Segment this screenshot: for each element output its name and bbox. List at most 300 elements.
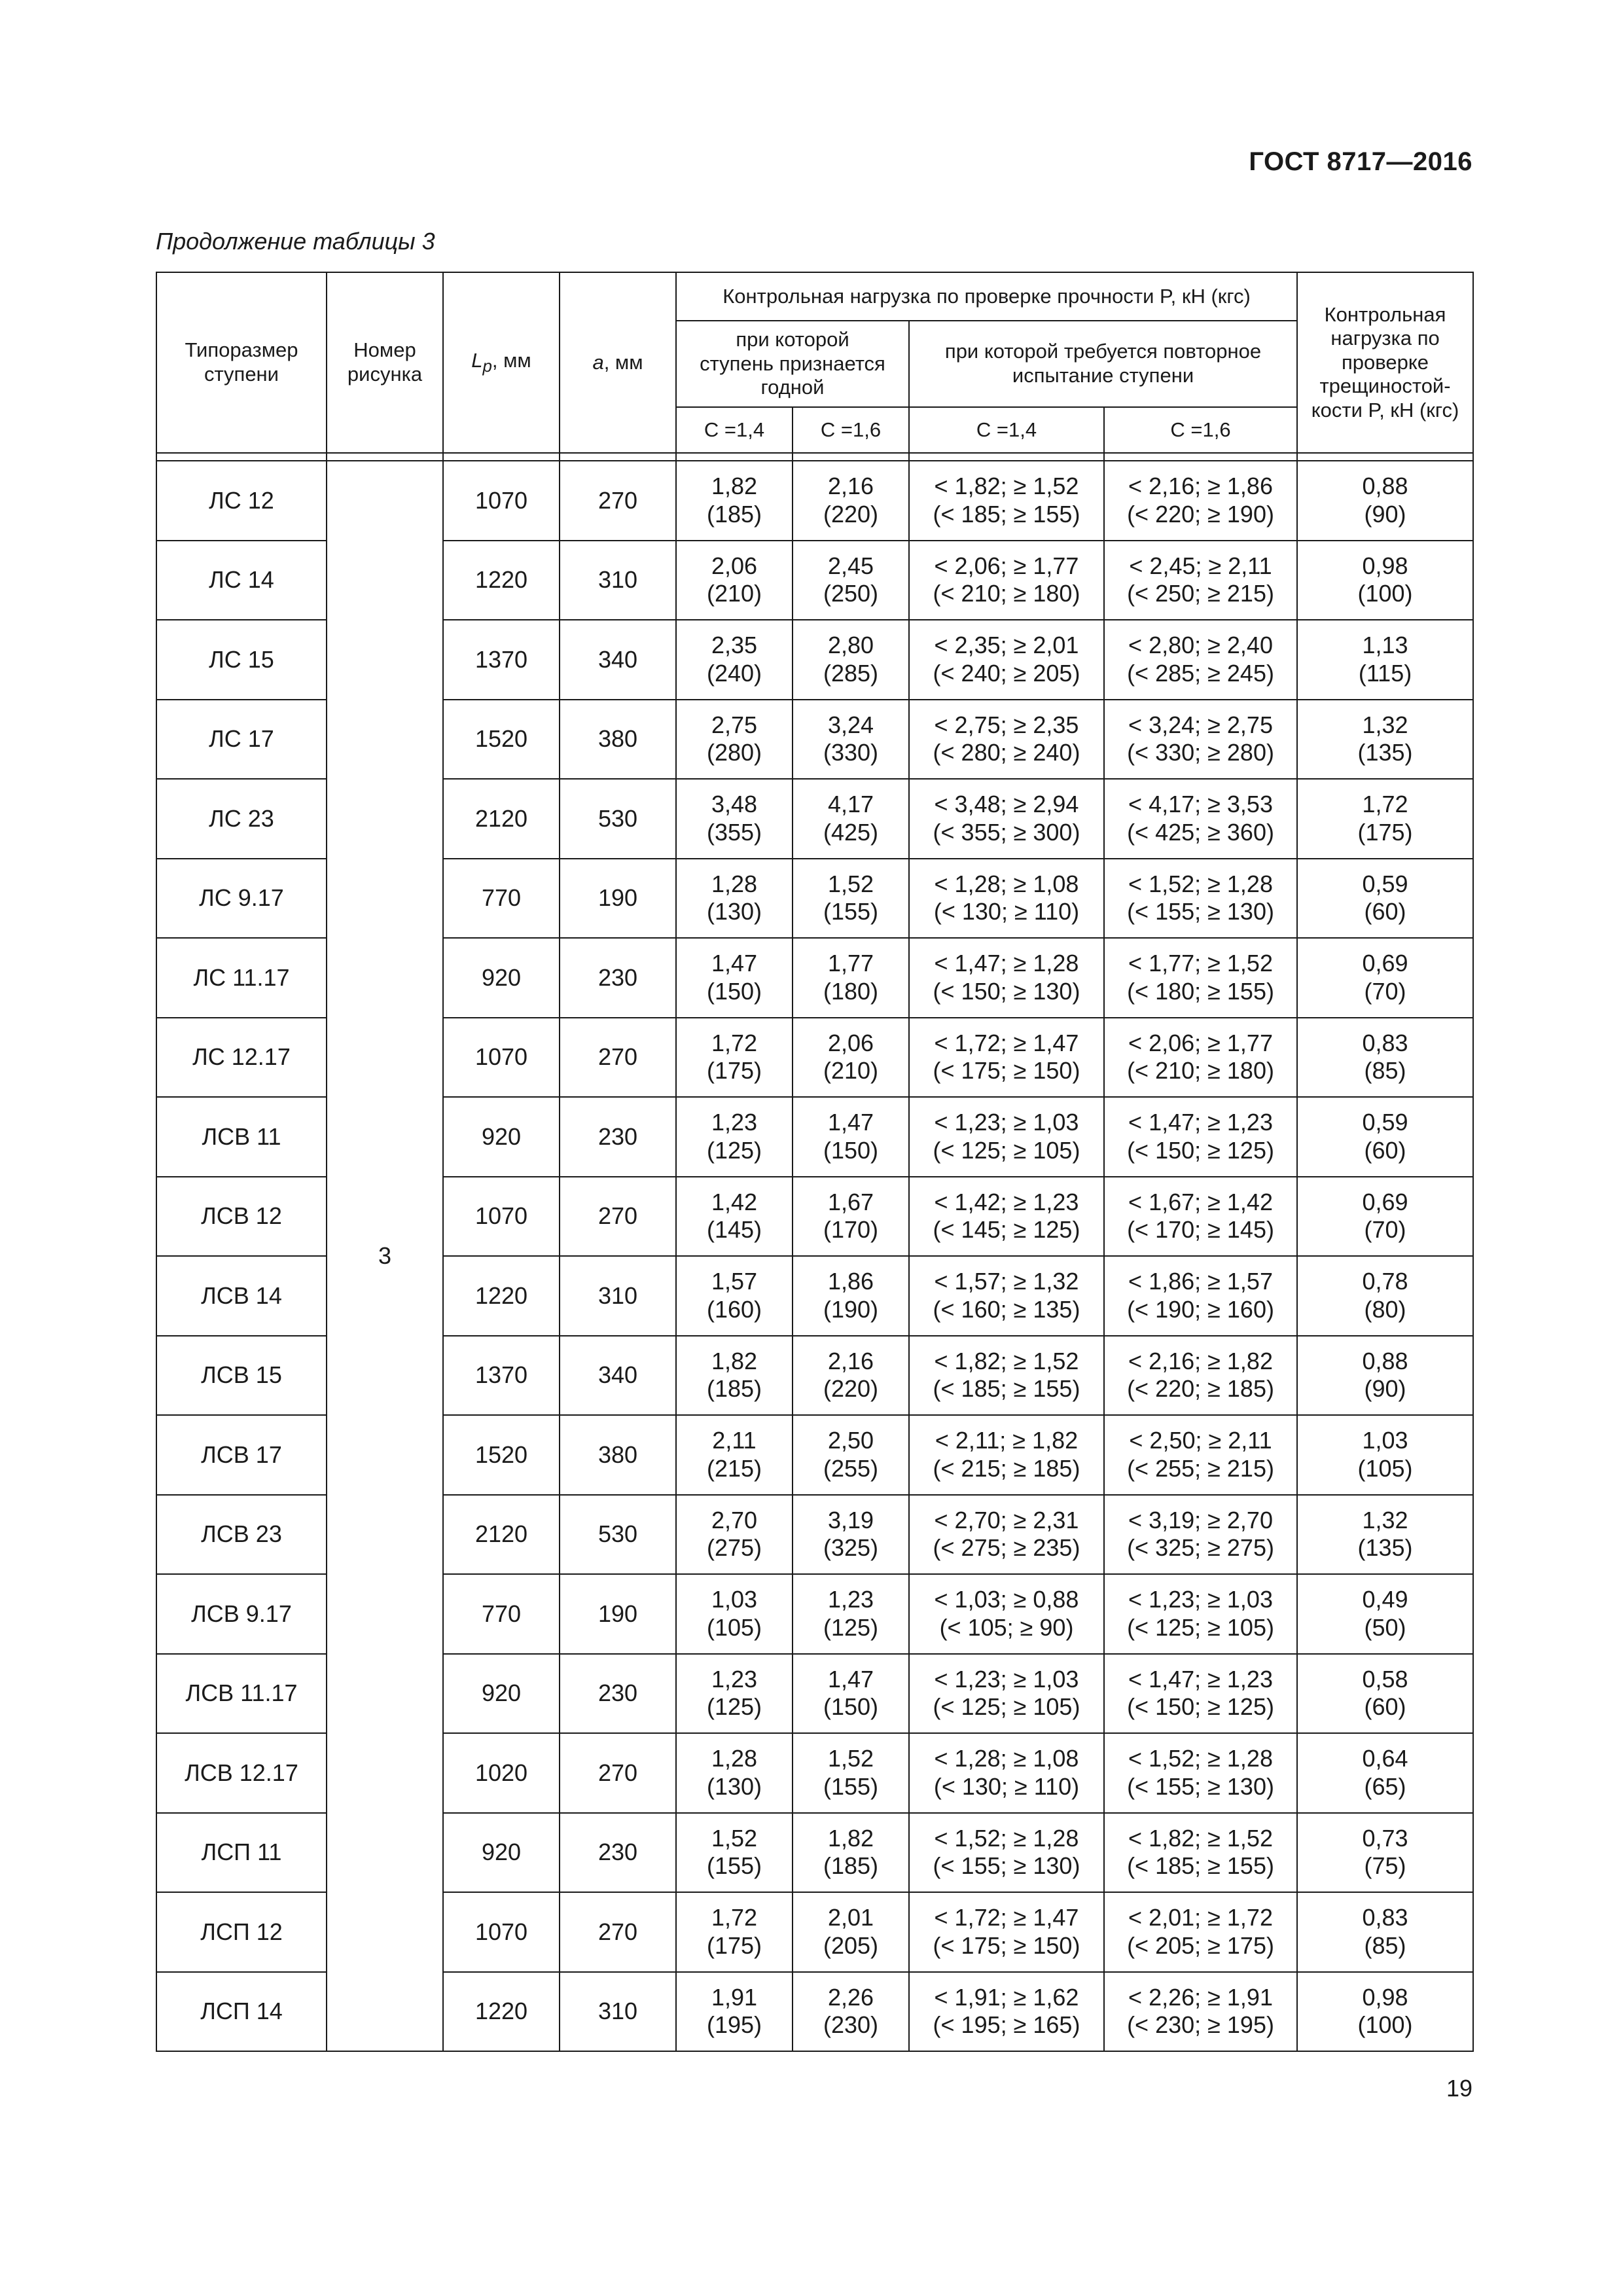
good-c14-cell (676, 1415, 793, 1495)
kgf-value: (< 180; ≥ 155) (1127, 977, 1274, 1005)
kn-value: 0,59 (1362, 1109, 1408, 1136)
retest-c16-cell (1104, 1892, 1297, 1972)
kn-value: 1,42 (711, 1188, 758, 1215)
kn-value: < 1,52; ≥ 1,28 (934, 1824, 1079, 1852)
kn-value: 0,59 (1362, 870, 1408, 897)
good-c14-cell (676, 779, 793, 859)
lp-cell: 1220 (443, 1972, 560, 2052)
kn-value: 0,98 (1362, 1983, 1408, 2011)
kn-value: 1,72 (711, 1029, 758, 1056)
kgf-value: (< 185; ≥ 155) (933, 500, 1080, 528)
kgf-value: (250) (823, 580, 879, 607)
retest-c14-cell (909, 779, 1104, 859)
header-a (560, 272, 676, 453)
size-cell: ЛСВ 12.17 (156, 1733, 327, 1813)
kgf-value: (< 275; ≥ 235) (933, 1534, 1080, 1562)
kn-value: < 1,91; ≥ 1,62 (934, 1983, 1079, 2011)
lp-cell: 2120 (443, 779, 560, 859)
lp-cell: 1370 (443, 1336, 560, 1416)
kgf-value: (65) (1364, 1772, 1406, 1800)
kgf-value: (125) (706, 1693, 762, 1721)
kn-value: 1,28 (711, 1745, 758, 1772)
kn-value: 2,16 (827, 1347, 874, 1374)
kn-value: 2,50 (827, 1427, 874, 1454)
kgf-value: (< 130; ≥ 110) (933, 1772, 1080, 1800)
kgf-value: (125) (823, 1613, 879, 1641)
crack-cell (1297, 1972, 1473, 2052)
kn-value: < 2,16; ≥ 1,82 (1128, 1347, 1273, 1374)
a-cell: 230 (560, 1097, 676, 1177)
kgf-value: (280) (706, 739, 762, 766)
good-c16-cell (793, 1336, 909, 1416)
kgf-value: (< 220; ≥ 185) (1127, 1375, 1274, 1403)
a-cell: 270 (560, 461, 676, 541)
good-c16-cell (793, 779, 909, 859)
good-c16-cell (793, 859, 909, 939)
retest-c16-cell (1104, 1654, 1297, 1734)
kgf-value: (325) (823, 1534, 879, 1562)
header-good-c16: C =1,6 (793, 407, 909, 453)
table-caption: Продолжение таблицы 3 (156, 228, 435, 255)
header-retest-c16: C =1,6 (1104, 407, 1297, 453)
kgf-value: (< 250; ≥ 215) (1127, 580, 1274, 607)
kn-value: 1,23 (827, 1586, 874, 1613)
retest-c14-cell (909, 1813, 1104, 1893)
kgf-value: (185) (706, 1375, 762, 1403)
kgf-value: (355) (706, 818, 762, 846)
header-retest-c14: C =1,4 (909, 407, 1104, 453)
good-c16-cell (793, 1177, 909, 1257)
size-cell: ЛСВ 17 (156, 1415, 327, 1495)
kn-value: 0,58 (1362, 1665, 1408, 1693)
good-c16-cell (793, 1813, 909, 1893)
kgf-value: (70) (1364, 1216, 1406, 1244)
retest-c16-cell (1104, 461, 1297, 541)
kn-value: < 1,23; ≥ 1,03 (1128, 1586, 1273, 1613)
lp-symbol: L (471, 348, 483, 372)
kn-value: < 1,72; ≥ 1,47 (934, 1029, 1079, 1056)
kn-value: 1,47 (827, 1665, 874, 1693)
kn-value: 1,47 (827, 1109, 874, 1136)
kgf-value: (115) (1358, 659, 1412, 687)
kn-value: 1,23 (711, 1109, 758, 1136)
kn-value: 1,23 (711, 1665, 758, 1693)
kgf-value: (< 155; ≥ 130) (1127, 898, 1274, 925)
good-c14-cell (676, 1892, 793, 1972)
kgf-value: (< 150; ≥ 125) (1127, 1136, 1274, 1164)
kgf-value: (230) (823, 2011, 879, 2039)
kn-value: < 1,57; ≥ 1,32 (934, 1268, 1079, 1295)
good-c14-cell (676, 1177, 793, 1257)
a-cell: 230 (560, 938, 676, 1018)
kn-value: < 1,82; ≥ 1,52 (934, 1347, 1079, 1374)
lp-cell: 1070 (443, 1018, 560, 1098)
size-cell: ЛС 14 (156, 541, 327, 620)
crack-cell (1297, 859, 1473, 939)
retest-c14-cell (909, 938, 1104, 1018)
kn-value: < 2,26; ≥ 1,91 (1128, 1983, 1273, 2011)
crack-cell (1297, 1733, 1473, 1813)
retest-c16-cell (1104, 779, 1297, 859)
load-table (156, 272, 1474, 2052)
good-c14-cell (676, 1733, 793, 1813)
kgf-value: (< 215; ≥ 185) (933, 1454, 1080, 1482)
kgf-value: (210) (706, 580, 762, 607)
kn-value: 0,64 (1362, 1745, 1408, 1772)
crack-cell (1297, 1256, 1473, 1336)
kgf-value: (75) (1364, 1852, 1406, 1880)
kgf-value: (< 155; ≥ 130) (1127, 1772, 1274, 1800)
retest-c16-cell (1104, 1177, 1297, 1257)
kgf-value: (240) (706, 659, 762, 687)
size-cell: ЛС 9.17 (156, 859, 327, 939)
kn-value: < 2,50; ≥ 2,11 (1129, 1427, 1272, 1454)
retest-c14-cell (909, 461, 1104, 541)
kgf-value: (< 145; ≥ 125) (933, 1216, 1080, 1244)
crack-cell (1297, 938, 1473, 1018)
retest-c14-cell (909, 1336, 1104, 1416)
kgf-value: (< 175; ≥ 150) (933, 1057, 1080, 1085)
retest-c16-cell (1104, 700, 1297, 780)
retest-c14-cell (909, 1018, 1104, 1098)
retest-c14-cell (909, 1892, 1104, 1972)
kgf-value: (255) (823, 1454, 879, 1482)
kn-value: < 2,01; ≥ 1,72 (1128, 1904, 1273, 1931)
figure-cell: 3 (327, 461, 443, 2051)
retest-c16-cell (1104, 620, 1297, 700)
kn-value: < 1,77; ≥ 1,52 (1128, 950, 1273, 977)
kn-value: < 2,11; ≥ 1,82 (935, 1427, 1079, 1454)
size-cell: ЛС 11.17 (156, 938, 327, 1018)
lp-cell: 920 (443, 1813, 560, 1893)
retest-c14-cell (909, 541, 1104, 620)
crack-cell (1297, 541, 1473, 620)
kn-value: 2,06 (711, 552, 758, 579)
retest-c14-cell (909, 1177, 1104, 1257)
a-cell: 230 (560, 1654, 676, 1734)
kgf-value: (170) (823, 1216, 879, 1244)
kgf-value: (175) (1357, 818, 1413, 846)
size-cell: ЛС 15 (156, 620, 327, 700)
kn-value: 1,82 (711, 1347, 758, 1374)
kgf-value: (< 325; ≥ 275) (1127, 1534, 1274, 1562)
crack-cell (1297, 461, 1473, 541)
kn-value: 2,01 (827, 1904, 874, 1931)
kn-value: < 2,35; ≥ 2,01 (934, 632, 1079, 659)
kn-value: 2,45 (827, 552, 874, 579)
lp-cell: 1370 (443, 620, 560, 700)
kn-value: 2,80 (827, 632, 874, 659)
retest-c16-cell (1104, 1336, 1297, 1416)
good-c14-cell (676, 620, 793, 700)
kgf-value: (< 220; ≥ 190) (1127, 500, 1274, 528)
header-size: Типоразмер ступени (156, 272, 327, 453)
kn-value: < 1,47; ≥ 1,23 (1128, 1109, 1273, 1136)
size-cell: ЛС 17 (156, 700, 327, 780)
crack-cell (1297, 1574, 1473, 1654)
kn-value: 1,52 (827, 870, 874, 897)
size-cell: ЛСП 12 (156, 1892, 327, 1972)
header-crack: Контрольная нагрузка по проверке трещиностой-кости P, кН (кгс) (1297, 272, 1473, 453)
kn-value: < 3,48; ≥ 2,94 (934, 791, 1079, 818)
good-c14-cell (676, 1336, 793, 1416)
kn-value: 4,17 (827, 791, 874, 818)
kn-value: 0,69 (1362, 950, 1408, 977)
kn-value: 1,03 (1362, 1427, 1408, 1454)
kn-value: 0,83 (1362, 1904, 1408, 1931)
lp-cell: 920 (443, 1097, 560, 1177)
good-c16-cell (793, 1574, 909, 1654)
retest-c16-cell (1104, 859, 1297, 939)
kgf-value: (< 185; ≥ 155) (1127, 1852, 1274, 1880)
kn-value: 1,82 (827, 1824, 874, 1852)
good-c16-cell (793, 1415, 909, 1495)
kgf-value: (< 330; ≥ 280) (1127, 739, 1274, 766)
retest-c14-cell (909, 1733, 1104, 1813)
table-row (156, 461, 1473, 541)
kn-value: 1,82 (711, 473, 758, 500)
good-c16-cell (793, 938, 909, 1018)
good-c16-cell (793, 620, 909, 700)
kn-value: < 4,17; ≥ 3,53 (1128, 791, 1273, 818)
good-c14-cell (676, 1256, 793, 1336)
kgf-value: (< 125; ≥ 105) (933, 1136, 1080, 1164)
kgf-value: (135) (1357, 739, 1413, 766)
header-lp (443, 272, 560, 453)
a-cell: 270 (560, 1892, 676, 1972)
kgf-value: (50) (1364, 1613, 1406, 1641)
kn-value: 0,69 (1362, 1188, 1408, 1215)
kgf-value: (60) (1364, 898, 1406, 925)
kgf-value: (155) (823, 898, 879, 925)
kgf-value: (< 205; ≥ 175) (1127, 1931, 1274, 1959)
retest-c16-cell (1104, 938, 1297, 1018)
kn-value: 0,78 (1362, 1268, 1408, 1295)
good-c14-cell (676, 1097, 793, 1177)
kn-value: 2,16 (827, 473, 874, 500)
good-c16-cell (793, 1892, 909, 1972)
a-cell: 270 (560, 1733, 676, 1813)
kgf-value: (< 285; ≥ 245) (1127, 659, 1274, 687)
retest-c16-cell (1104, 1574, 1297, 1654)
kgf-value: (100) (1357, 580, 1413, 607)
size-cell: ЛСВ 9.17 (156, 1574, 327, 1654)
kn-value: 1,77 (827, 950, 874, 977)
kn-value: 1,91 (711, 1983, 758, 2011)
size-cell: ЛСВ 15 (156, 1336, 327, 1416)
kn-value: < 1,28; ≥ 1,08 (934, 870, 1079, 897)
size-cell: ЛС 23 (156, 779, 327, 859)
kgf-value: (70) (1364, 977, 1406, 1005)
good-c14-cell (676, 541, 793, 620)
kn-value: 2,06 (827, 1029, 874, 1056)
kn-value: < 1,47; ≥ 1,28 (934, 950, 1079, 977)
kgf-value: (< 150; ≥ 130) (933, 977, 1080, 1005)
kgf-value: (195) (706, 2011, 762, 2039)
kn-value: < 1,86; ≥ 1,57 (1128, 1268, 1273, 1295)
header-good: при которой ступень признается годной (676, 321, 909, 407)
kgf-value: (330) (823, 739, 879, 766)
kgf-value: (< 185; ≥ 155) (933, 1375, 1080, 1403)
kn-value: < 1,23; ≥ 1,03 (934, 1109, 1079, 1136)
size-cell: ЛСВ 23 (156, 1495, 327, 1575)
good-c14-cell (676, 1574, 793, 1654)
kgf-value: (190) (823, 1295, 879, 1323)
size-cell: ЛСП 11 (156, 1813, 327, 1893)
crack-cell (1297, 1415, 1473, 1495)
size-cell: ЛС 12 (156, 461, 327, 541)
kn-value: 2,11 (712, 1427, 757, 1454)
kgf-value: (< 175; ≥ 150) (933, 1931, 1080, 1959)
kn-value: 3,19 (827, 1506, 874, 1534)
kgf-value: (< 280; ≥ 240) (933, 739, 1080, 766)
gap-cell (909, 453, 1104, 461)
header-figure: Номер рисунка (327, 272, 443, 453)
header-retest: при которой требуется повторное испытание ступени (909, 321, 1297, 407)
gap-cell (1297, 453, 1473, 461)
gap-cell (1104, 453, 1297, 461)
retest-c16-cell (1104, 1733, 1297, 1813)
kn-value: < 1,72; ≥ 1,47 (934, 1904, 1079, 1931)
lp-cell: 1520 (443, 700, 560, 780)
kgf-value: (< 170; ≥ 145) (1127, 1216, 1274, 1244)
kgf-value: (150) (823, 1136, 879, 1164)
lp-cell: 2120 (443, 1495, 560, 1575)
kgf-value: (155) (706, 1852, 762, 1880)
retest-c16-cell (1104, 1415, 1297, 1495)
crack-cell (1297, 1336, 1473, 1416)
kn-value: 1,47 (711, 950, 758, 977)
kn-value: 1,28 (711, 870, 758, 897)
kn-value: 0,98 (1362, 552, 1408, 579)
kgf-value: (85) (1364, 1057, 1406, 1085)
crack-cell (1297, 1018, 1473, 1098)
kn-value: 0,73 (1362, 1824, 1408, 1852)
kgf-value: (155) (823, 1772, 879, 1800)
size-cell: ЛСВ 14 (156, 1256, 327, 1336)
lp-cell: 770 (443, 1574, 560, 1654)
gap-cell (443, 453, 560, 461)
kn-value: 1,13 (1362, 632, 1408, 659)
lp-cell: 1020 (443, 1733, 560, 1813)
crack-cell (1297, 700, 1473, 780)
crack-cell (1297, 779, 1473, 859)
crack-cell (1297, 1654, 1473, 1734)
retest-c14-cell (909, 700, 1104, 780)
kn-value: < 1,28; ≥ 1,08 (934, 1745, 1079, 1772)
kgf-value: (175) (706, 1057, 762, 1085)
kn-value: 1,86 (827, 1268, 874, 1295)
retest-c16-cell (1104, 1097, 1297, 1177)
lp-cell: 770 (443, 859, 560, 939)
a-cell: 310 (560, 1972, 676, 2052)
good-c16-cell (793, 1972, 909, 2052)
size-cell: ЛСВ 11.17 (156, 1654, 327, 1734)
kn-value: < 2,70; ≥ 2,31 (934, 1506, 1079, 1534)
a-cell: 310 (560, 1256, 676, 1336)
kgf-value: (< 125; ≥ 105) (1127, 1613, 1274, 1641)
kn-value: 2,35 (711, 632, 758, 659)
retest-c16-cell (1104, 541, 1297, 620)
kgf-value: (185) (706, 500, 762, 528)
header-strength: Контрольная нагрузка по проверке прочности P, кН (кгс) (676, 272, 1297, 321)
retest-c16-cell (1104, 1813, 1297, 1893)
a-cell: 340 (560, 1336, 676, 1416)
kgf-value: (130) (706, 898, 762, 925)
kgf-value: (< 210; ≥ 180) (1127, 1057, 1274, 1085)
kgf-value: (185) (823, 1852, 879, 1880)
kgf-value: (135) (1357, 1534, 1413, 1562)
kn-value: < 2,80; ≥ 2,40 (1128, 632, 1273, 659)
retest-c16-cell (1104, 1495, 1297, 1575)
size-cell: ЛСВ 12 (156, 1177, 327, 1257)
lp-unit: , мм (491, 348, 531, 372)
standard-code: ГОСТ 8717—2016 (1249, 147, 1472, 176)
size-cell: ЛС 12.17 (156, 1018, 327, 1098)
kn-value: 3,24 (827, 711, 874, 738)
kgf-value: (< 355; ≥ 300) (933, 818, 1080, 846)
kgf-value: (125) (706, 1136, 762, 1164)
kgf-value: (105) (706, 1613, 762, 1641)
kn-value: 0,49 (1362, 1586, 1408, 1613)
kgf-value: (< 105; ≥ 90) (939, 1613, 1074, 1641)
kgf-value: (90) (1364, 500, 1406, 528)
gap-cell (676, 453, 793, 461)
a-cell: 530 (560, 779, 676, 859)
kgf-value: (150) (706, 977, 762, 1005)
a-cell: 380 (560, 1415, 676, 1495)
kn-value: 1,52 (711, 1824, 758, 1852)
kn-value: < 2,16; ≥ 1,86 (1128, 473, 1273, 500)
kn-value: < 2,75; ≥ 2,35 (934, 711, 1079, 738)
retest-c14-cell (909, 1574, 1104, 1654)
kn-value: 1,72 (711, 1904, 758, 1931)
kn-value: 2,26 (827, 1983, 874, 2011)
retest-c16-cell (1104, 1256, 1297, 1336)
page-number: 19 (1446, 2075, 1472, 2102)
kn-value: < 2,45; ≥ 2,11 (1129, 552, 1272, 579)
good-c14-cell (676, 1972, 793, 2052)
kn-value: 0,88 (1362, 1347, 1408, 1374)
a-cell: 270 (560, 1177, 676, 1257)
retest-c14-cell (909, 620, 1104, 700)
retest-c14-cell (909, 859, 1104, 939)
lp-cell: 920 (443, 938, 560, 1018)
good-c16-cell (793, 1018, 909, 1098)
kn-value: < 2,06; ≥ 1,77 (1128, 1029, 1273, 1056)
retest-c14-cell (909, 1972, 1104, 2052)
a-cell: 380 (560, 700, 676, 780)
good-c14-cell (676, 1018, 793, 1098)
kgf-value: (< 190; ≥ 160) (1127, 1295, 1274, 1323)
kgf-value: (< 130; ≥ 110) (933, 898, 1080, 925)
kgf-value: (180) (823, 977, 879, 1005)
kn-value: 1,67 (827, 1188, 874, 1215)
good-c16-cell (793, 700, 909, 780)
kgf-value: (275) (706, 1534, 762, 1562)
good-c16-cell (793, 541, 909, 620)
lp-cell: 1220 (443, 1256, 560, 1336)
lp-cell: 1070 (443, 1892, 560, 1972)
kgf-value: (175) (706, 1931, 762, 1959)
good-c16-cell (793, 1733, 909, 1813)
kgf-value: (< 195; ≥ 165) (933, 2011, 1080, 2039)
crack-cell (1297, 1177, 1473, 1257)
retest-c14-cell (909, 1097, 1104, 1177)
retest-c14-cell (909, 1495, 1104, 1575)
kn-value: < 1,82; ≥ 1,52 (1128, 1824, 1273, 1852)
kn-value: < 1,42; ≥ 1,23 (934, 1188, 1079, 1215)
